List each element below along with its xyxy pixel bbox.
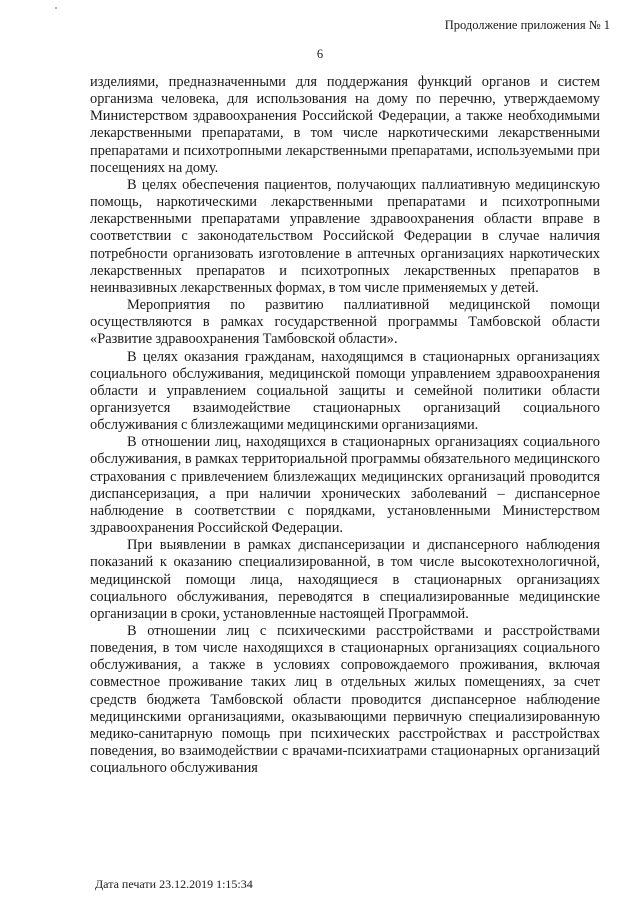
paragraph-mental-disorders: В отношении лиц с психическими расстройствами и расстройствами поведения, в том числе находящихся в стационарных организациях социального обслуживания, а также в условиях сопровождаемого проживания, включая совместное проживание таких лиц в отдельных жилых помещениях, за счет средств бюджета Тамбовской области проводится диспансерное наблюдение медицинскими организациями, оказывающими первичную специализированную медико-санитарную помощь при психических расстройствах и расстройствах поведения, во взаимодействии с врачами-психиатрами стационарных организаций социального обслуживания [90,623,600,777]
paragraph-continuation: изделиями, предназначенными для поддержания функций органов и систем организма человека, для использования на дому по перечню, утверждаемому Министерством здравоохранения Российской Федерации, а также необходимыми лекарственными препаратами, в том числе наркотическими лекарственными препаратами и психотропными лекарственными препаратами, используемыми при посещениях на дому. [90,74,600,176]
paragraph-specialized-care-transfer: При выявлении в рамках диспансеризации и диспансерного наблюдения показаний к оказанию специализированной, в том числе высокотехнологичной, медицинской помощи лица, находящиеся в стационарных организациях социального обслуживания, переводятся в специализированные медицинские организации в сроки, установленные настоящей Программой. [90,537,600,622]
document-body [90,74,600,777]
paragraph-social-care-cooperation: В целях оказания гражданам, находящимся в стационарных организациях социального обслуживания, медицинской помощи управлением здравоохранения области и управлением социальной защиты и семейной политики области организуется взаимодействие стационарных организаций социального обслуживания с близлежащими медицинскими организациями. [90,348,600,434]
paragraph-palliative-program: Мероприятия по развитию паллиативной медицинской помощи осуществляются в рамках государственной программы Тамбовской области «Развитие здравоохранения Тамбовской области». [90,297,600,348]
page-number: 6 [316,47,324,61]
print-date-footer: Дата печати 23.12.2019 1:15:34 [95,877,253,891]
scan-dot [55,7,57,9]
paragraph-narcotic-drugs: В целях обеспечения пациентов, получающих паллиативную медицинскую помощь, наркотическими лекарственными препаратами и психотропными лекарственными препаратами управление здравоохранения области вправе в соответствии с законодательством Российской Федерации в случае наличия потребности организовать изготовление в аптечных организациях наркотических лекарственных препаратов и психотропных лекарственных препаратов в неинвазивных лекарственных формах, в том числе применяемых у детей. [90,176,600,296]
paragraph-medical-examination: В отношении лиц, находящихся в стационарных организациях социального обслуживания, в рамках территориальной программы обязательного медицинского страхования с привлечением близлежащих медицинских организаций проводится диспансеризация, а при наличии хронических заболеваний – диспансерное наблюдение в соответствии с порядками, установленными Министерством здравоохранения Российской Федерации. [90,434,600,537]
appendix-continuation-label: Продолжение приложения № 1 [444,18,610,32]
